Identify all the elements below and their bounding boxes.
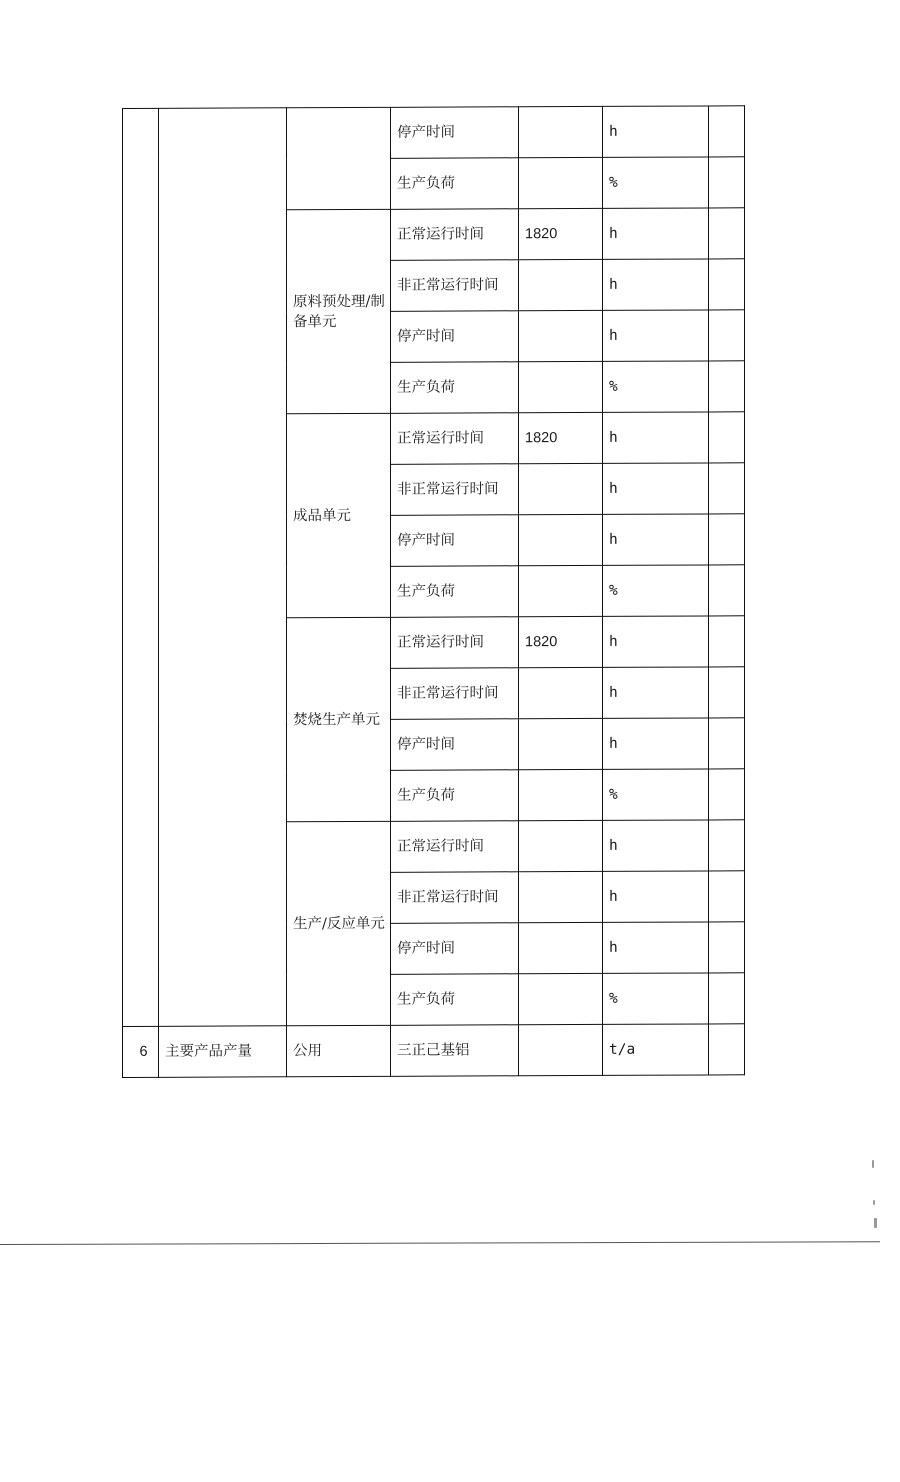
parameter-cell: 正常运行时间 (391, 617, 519, 669)
scan-speck (872, 1160, 874, 1168)
note-cell (709, 514, 745, 565)
table-row (123, 1024, 745, 1078)
note-cell (709, 106, 745, 157)
unit-cell: % (603, 565, 709, 616)
unit-name-cell: 原料预处理/制备单元 (287, 209, 391, 413)
note-cell (709, 769, 745, 820)
value-cell (519, 514, 603, 565)
parameter-cell: 生产负荷 (391, 974, 519, 1026)
parameter-cell: 非正常运行时间 (391, 668, 519, 720)
note-cell (709, 667, 745, 718)
parameter-cell: 非正常运行时间 (391, 464, 519, 516)
unit-name-cell: 成品单元 (287, 413, 391, 617)
parameter-cell: 停产时间 (391, 515, 519, 567)
value-cell (519, 310, 603, 361)
parameter-cell: 三正己基铝 (391, 1025, 519, 1077)
parameter-cell: 生产负荷 (391, 770, 519, 822)
unit-cell: h (603, 463, 709, 514)
parameter-cell: 生产负荷 (391, 158, 519, 210)
production-data-table (122, 105, 745, 1078)
note-cell (709, 208, 745, 259)
note-cell (709, 259, 745, 310)
row-index-cell: 6 (123, 1026, 159, 1077)
value-cell: 1820 (519, 412, 603, 463)
unit-cell: % (603, 157, 709, 208)
parameter-cell: 非正常运行时间 (391, 260, 519, 312)
unit-cell: h (603, 616, 709, 667)
note-cell (709, 463, 745, 514)
parameter-cell: 停产时间 (391, 311, 519, 363)
note-cell (709, 922, 745, 973)
parameter-cell: 生产负荷 (391, 362, 519, 414)
unit-name-cell: 焚烧生产单元 (287, 617, 391, 821)
unit-cell: % (603, 769, 709, 820)
category-cell: 主要产品产量 (159, 1026, 287, 1078)
unit-cell: h (603, 718, 709, 769)
parameter-cell: 生产负荷 (391, 566, 519, 618)
unit-name-cell: 公用 (287, 1025, 391, 1076)
unit-cell: % (603, 973, 709, 1024)
note-cell (709, 718, 745, 769)
note-cell (709, 616, 745, 667)
unit-cell: h (603, 667, 709, 718)
unit-cell: h (603, 820, 709, 871)
value-cell (519, 1024, 603, 1075)
unit-cell: h (603, 106, 709, 157)
unit-cell: h (603, 208, 709, 259)
row-index-cell (123, 108, 159, 1026)
value-cell (519, 157, 603, 208)
unit-cell: h (603, 412, 709, 463)
category-cell (159, 108, 287, 1027)
note-cell (709, 361, 745, 412)
value-cell (519, 361, 603, 412)
unit-cell: h (603, 310, 709, 361)
value-cell (519, 718, 603, 769)
value-cell (519, 259, 603, 310)
value-cell: 1820 (519, 616, 603, 667)
note-cell (709, 1024, 745, 1075)
parameter-cell: 正常运行时间 (391, 821, 519, 873)
page-bottom-rule (0, 1241, 880, 1245)
scan-speck (873, 1200, 875, 1205)
value-cell (519, 820, 603, 871)
parameter-cell: 停产时间 (391, 719, 519, 771)
scan-speck (874, 1218, 877, 1228)
unit-cell: h (603, 871, 709, 922)
unit-cell: h (603, 514, 709, 565)
value-cell (519, 565, 603, 616)
value-cell (519, 769, 603, 820)
unit-name-cell (287, 107, 391, 209)
unit-cell: t/a (603, 1024, 709, 1075)
unit-cell: h (603, 259, 709, 310)
parameter-cell: 停产时间 (391, 107, 519, 159)
value-cell (519, 463, 603, 514)
value-cell (519, 106, 603, 157)
value-cell (519, 973, 603, 1024)
value-cell: 1820 (519, 208, 603, 259)
value-cell (519, 871, 603, 922)
unit-cell: h (603, 922, 709, 973)
unit-cell: % (603, 361, 709, 412)
parameter-cell: 非正常运行时间 (391, 872, 519, 924)
note-cell (709, 973, 745, 1024)
table-row (123, 106, 745, 160)
parameter-cell: 正常运行时间 (391, 209, 519, 261)
note-cell (709, 871, 745, 922)
note-cell (709, 820, 745, 871)
value-cell (519, 667, 603, 718)
value-cell (519, 922, 603, 973)
parameter-cell: 停产时间 (391, 923, 519, 975)
note-cell (709, 565, 745, 616)
unit-name-cell: 生产/反应单元 (287, 821, 391, 1025)
note-cell (709, 412, 745, 463)
note-cell (709, 310, 745, 361)
note-cell (709, 157, 745, 208)
parameter-cell: 正常运行时间 (391, 413, 519, 465)
